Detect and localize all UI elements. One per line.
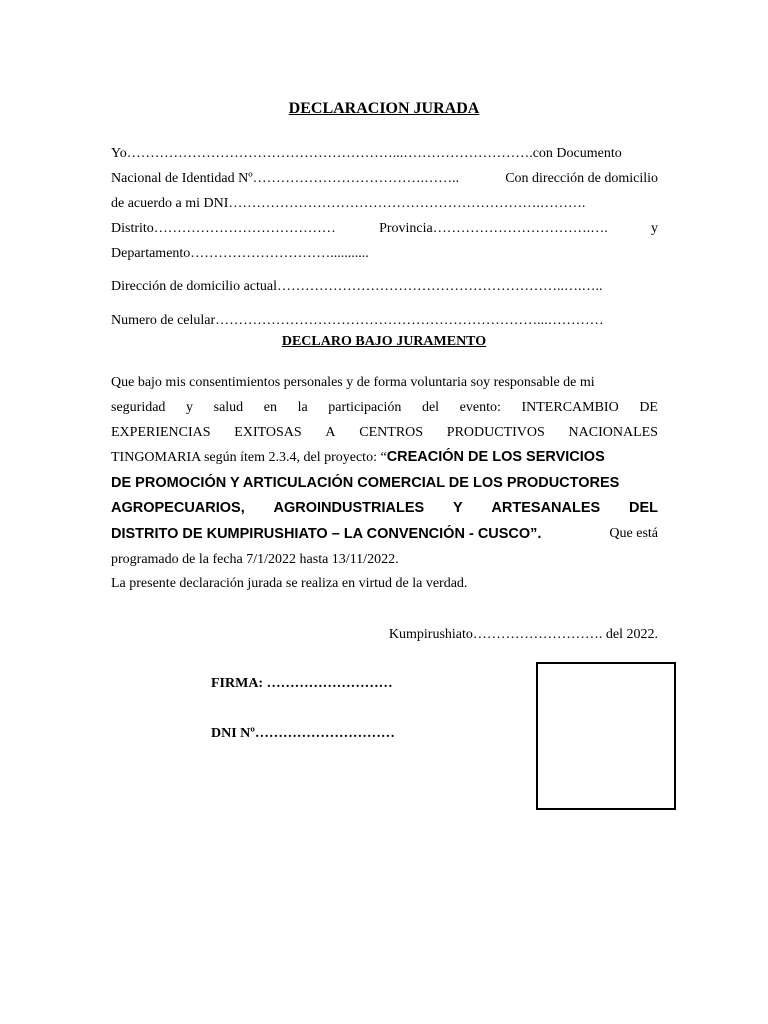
word: AGROPECUARIOS, xyxy=(111,500,245,516)
project-name-line-2: DE PROMOCIÓN Y ARTICULACIÓN COMERCIAL DE LOS PRODUCTORES xyxy=(111,475,620,491)
word: ARTESANALES xyxy=(491,500,601,516)
district-field: Distrito………………………………… xyxy=(111,221,336,236)
word: Y xyxy=(452,500,463,516)
word: DEL xyxy=(628,500,658,516)
identity-line-1: Yo…………………………………………………...……………………….con Documento xyxy=(111,146,622,161)
word: participación xyxy=(328,400,402,415)
schedule-line: programado de la fecha 7/1/2022 hasta 13/11/2022. xyxy=(111,552,399,567)
word: la xyxy=(297,400,308,415)
identity-line-4 xyxy=(111,220,658,238)
current-address-field: Dirección de domicilio actual……………………………………………………..….….. xyxy=(111,279,603,294)
place-date: Kumpirushiato………………………. del 2022. xyxy=(388,627,658,642)
word: EXITOSAS xyxy=(234,425,302,440)
truth-statement: La presente declaración jurada se realiza en virtud de la verdad. xyxy=(111,576,468,591)
identity-line-2 xyxy=(111,170,658,188)
project-name-line-3 xyxy=(111,499,658,517)
province-field: Provincia…………………………….…. xyxy=(379,221,608,236)
phone-field: Numero de celular……………………………………………………………...………… xyxy=(111,313,604,328)
fingerprint-box xyxy=(536,662,676,810)
body-line-1: Que bajo mis consentimientos personales y de forma voluntaria soy responsable de mi xyxy=(111,375,595,390)
word: seguridad xyxy=(111,400,166,415)
word: DE xyxy=(639,400,658,415)
project-name-end: DISTRITO DE KUMPIRUSHIATO – LA CONVENCIÓN - CUSCO”. xyxy=(111,526,542,542)
dni-field: DNI Nº………………………… xyxy=(211,726,395,741)
address-label: Con dirección de domicilio xyxy=(505,171,658,186)
document-title: DECLARACION JURADA xyxy=(288,100,480,117)
project-name-line-4 xyxy=(111,525,658,543)
word: A xyxy=(325,425,336,440)
word: CENTROS xyxy=(359,425,424,440)
word: evento: xyxy=(459,400,501,415)
body-line-4 xyxy=(111,448,658,466)
word: salud xyxy=(213,400,244,415)
conjunction-y: y xyxy=(651,221,658,236)
word: del xyxy=(421,400,440,415)
word: AGROINDUSTRIALES xyxy=(273,500,425,516)
project-name-start: CREACIÓN DE LOS SERVICIOS xyxy=(386,449,605,465)
department-field: Departamento…………………………........... xyxy=(111,246,369,261)
signature-field: FIRMA: ……………………… xyxy=(211,676,393,691)
word: EXPERIENCIAS xyxy=(111,425,211,440)
word: PRODUCTIVOS xyxy=(446,425,545,440)
word: y xyxy=(186,400,194,415)
word: INTERCAMBIO xyxy=(521,400,619,415)
declaration-subtitle: DECLARO BAJO JURAMENTO xyxy=(281,334,487,349)
id-number-field: Nacional de Identidad Nº……………………………….…….. xyxy=(111,171,460,186)
word: en xyxy=(263,400,277,415)
word: NACIONALES xyxy=(568,425,658,440)
body-line-3 xyxy=(111,424,658,442)
body-line-2 xyxy=(111,399,658,417)
project-intro: TINGOMARIA según ítem 2.3.4, del proyecto: “ xyxy=(111,450,387,465)
body-tail: Que está xyxy=(609,526,658,541)
identity-line-3: de acuerdo a mi DNI………………………………………………………….………. xyxy=(111,196,586,211)
